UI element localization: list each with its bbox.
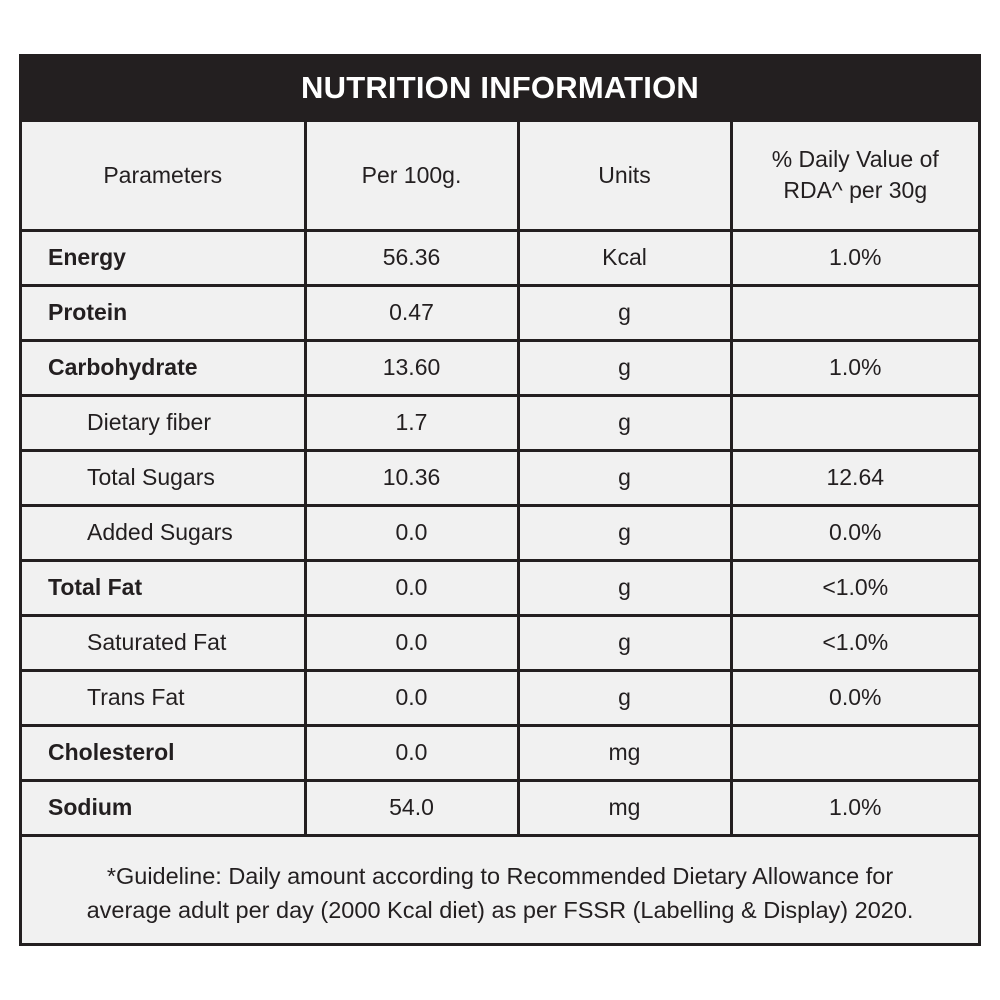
row-per-100g: 0.0 (305, 505, 518, 560)
table-row (22, 560, 978, 615)
row-unit: g (518, 450, 731, 505)
table-row (22, 230, 978, 285)
row-per-100g: 0.47 (305, 285, 518, 340)
table-row (22, 670, 978, 725)
row-per-100g: 0.0 (305, 725, 518, 780)
row-parameter: Added Sugars (22, 505, 305, 560)
nutrition-label (19, 54, 981, 946)
row-parameter: Carbohydrate (22, 340, 305, 395)
column-header-units: Units (518, 122, 731, 230)
row-per-100g: 54.0 (305, 780, 518, 835)
table-row (22, 285, 978, 340)
row-unit: g (518, 505, 731, 560)
row-unit: Kcal (518, 230, 731, 285)
column-header-daily-value (731, 122, 978, 230)
row-unit: mg (518, 780, 731, 835)
row-daily-value (731, 725, 978, 780)
row-unit: g (518, 560, 731, 615)
row-per-100g: 1.7 (305, 395, 518, 450)
guideline-footnote (22, 837, 978, 927)
row-daily-value: <1.0% (731, 615, 978, 670)
row-parameter: Protein (22, 285, 305, 340)
column-header-per-100g: Per 100g. (305, 122, 518, 230)
row-daily-value: 1.0% (731, 230, 978, 285)
row-per-100g: 13.60 (305, 340, 518, 395)
table-row (22, 615, 978, 670)
table-row (22, 450, 978, 505)
table-row (22, 395, 978, 450)
row-parameter: Total Fat (22, 560, 305, 615)
footnote-line-2: average adult per day (2000 Kcal diet) as per FSSR (Labelling & Display) 2020. (86, 896, 914, 923)
row-daily-value: <1.0% (731, 560, 978, 615)
row-parameter: Sodium (22, 780, 305, 835)
row-parameter: Dietary fiber (22, 395, 305, 450)
row-daily-value: 0.0% (731, 670, 978, 725)
row-unit: g (518, 285, 731, 340)
row-unit: g (518, 670, 731, 725)
row-daily-value: 1.0% (731, 340, 978, 395)
table-row (22, 725, 978, 780)
row-daily-value: 1.0% (731, 780, 978, 835)
row-parameter: Energy (22, 230, 305, 285)
row-per-100g: 0.0 (305, 560, 518, 615)
table-row (22, 340, 978, 395)
row-daily-value (731, 395, 978, 450)
row-per-100g: 10.36 (305, 450, 518, 505)
table-row (22, 505, 978, 560)
row-parameter: Total Sugars (22, 450, 305, 505)
column-header-parameters: Parameters (22, 122, 305, 230)
row-unit: mg (518, 725, 731, 780)
row-per-100g: 0.0 (305, 670, 518, 725)
daily-value-header-text: % Daily Value of RDA^ per 30g (771, 146, 939, 204)
nutrition-table (22, 122, 978, 837)
row-unit: g (518, 615, 731, 670)
row-parameter: Saturated Fat (22, 615, 305, 670)
row-unit: g (518, 395, 731, 450)
label-title: NUTRITION INFORMATION (22, 57, 978, 122)
row-parameter: Trans Fat (22, 670, 305, 725)
row-unit: g (518, 340, 731, 395)
row-per-100g: 0.0 (305, 615, 518, 670)
row-daily-value: 0.0% (731, 505, 978, 560)
table-header-row (22, 122, 978, 230)
table-row (22, 780, 978, 835)
row-parameter: Cholesterol (22, 725, 305, 780)
row-daily-value: 12.64 (731, 450, 978, 505)
row-daily-value (731, 285, 978, 340)
footnote-line-1: *Guideline: Daily amount according to Recommended Dietary Allowance for (106, 862, 894, 889)
row-per-100g: 56.36 (305, 230, 518, 285)
